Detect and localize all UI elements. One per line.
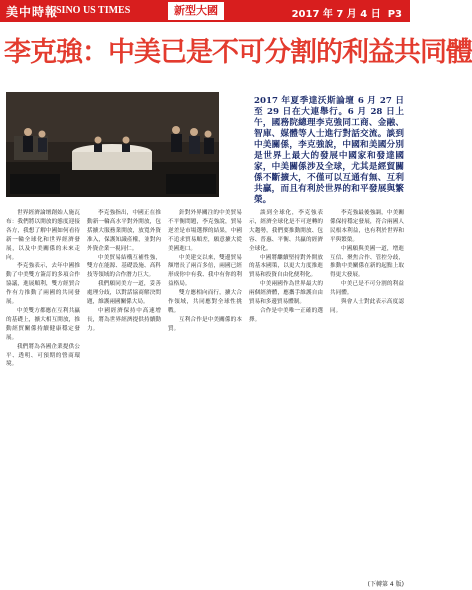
paragraph: 針對外界關注的中美貿易不平衡問題，李克強說，貿易逆差是市場選擇的結果，中國不追求貿易順差，願意擴大從美國進口。 bbox=[168, 210, 242, 252]
paragraph: 中美貿易結構互補性強，雙方在能源、基礎設施、高科技等領域的合作潛力巨大。 bbox=[87, 254, 161, 279]
article-column-4 bbox=[249, 209, 323, 581]
paragraph: 世界經濟論壇創始人施瓦布：我們將以開放的態度迎接各方，我想了解中國如何看待新一輪全球化和世界經濟發展，以及中美關係的未來走向。 bbox=[6, 210, 80, 261]
paragraph: 中國經濟保持中高速增長，將為世界經濟提供持續動力。 bbox=[87, 307, 161, 332]
article-body bbox=[6, 209, 404, 581]
paragraph: 中國願與美國一道，增進互信、聚焦合作、管控分歧，推動中美關係在新的起點上取得更大發展。 bbox=[330, 245, 404, 279]
masthead-title: 美中時報 bbox=[6, 5, 59, 19]
section-tag: 新型大國 bbox=[168, 2, 224, 20]
paragraph: 李克強最後強調，中美關係保持穩定發展，符合兩國人民根本利益，也有利於世界和平與繁榮。 bbox=[330, 210, 404, 243]
paragraph: 互利合作是中美關係的本質。 bbox=[168, 316, 242, 332]
issue-date: 2017 年 7 月 4 日 bbox=[291, 9, 381, 20]
lede-paragraph: 2017 年夏季達沃斯論壇 6 月 27 日至 29 日在大連舉行。6 月 28 日上午，國務院總理李克強同工商、金融、智庫、媒體等人士進行對話交流。談到中美關係，李克強說，中國和美國分別是世界上最大的發展中國家和發達國家，中美關係涉及全球，尤其是經貿關係不斷擴大，不僅可以互通有無、互利共贏，而且有利於世界的和平發展與繁榮。 bbox=[254, 96, 404, 205]
article-column-1 bbox=[6, 209, 80, 581]
paragraph: 中美雙方都應在互利共贏的基礎上，擴大相互開放，推動經貿關係持續健康穩定發展。 bbox=[6, 307, 80, 341]
paragraph: 我們將為各國企業提供公平、透明、可預期的營商環境。 bbox=[6, 343, 80, 368]
article-column-2 bbox=[87, 209, 161, 581]
paragraph: 雙方應相向而行，擴大合作領域，共同應對全球性挑戰。 bbox=[168, 290, 242, 314]
masthead-bar bbox=[0, 0, 410, 22]
paragraph: 合作是中美唯一正確的選擇。 bbox=[249, 307, 323, 323]
paragraph: 中國將繼續堅持對外開放的基本國策，以更大力度推進貿易和投資自由化便利化。 bbox=[249, 254, 323, 279]
paragraph: 與會人士對此表示高度認同。 bbox=[330, 299, 404, 314]
paragraph: 中美建交以來，雙邊貿易額增長了兩百多倍，兩國已經形成你中有我、我中有你的利益格局。 bbox=[168, 254, 242, 288]
paragraph: 中美兩國作為世界最大的兩個經濟體，應攜手維護自由貿易和多邊貿易體制。 bbox=[249, 281, 323, 306]
page-number: P3 bbox=[387, 9, 402, 20]
masthead-english-title: SINO US TIMES bbox=[56, 5, 131, 16]
article-column-3 bbox=[168, 209, 242, 581]
paragraph: 李克強表示，去年中國推動了中美雙方簽訂的多項合作協議，進展順利，雙方經貿合作有力推動了兩國的共同發展。 bbox=[6, 263, 80, 306]
paragraph: 談到全球化，李克強表示，經濟全球化是不可逆轉的大趨勢，我們要推動開放、包容、普惠、平衡、共贏的經濟全球化。 bbox=[249, 210, 323, 252]
paragraph: 我們願同美方一道，妥善處理分歧，以對話協商解決問題，維護兩國關係大局。 bbox=[87, 281, 161, 306]
article-column-5 bbox=[330, 209, 404, 581]
headline: 李克強：中美已是不可分割的利益共同體 bbox=[4, 37, 472, 68]
continued-note: (下轉第 4 版) bbox=[367, 581, 404, 588]
dateline bbox=[292, 5, 402, 20]
paragraph: 中美已是不可分割的利益共同體。 bbox=[330, 281, 404, 297]
paragraph: 李克強指出，中國正在推動新一輪高水平對外開放，包括擴大服務業開放，放寬外資准入，保護知識產權，並對內外資企業一視同仁。 bbox=[87, 210, 161, 252]
news-photo bbox=[6, 92, 219, 197]
